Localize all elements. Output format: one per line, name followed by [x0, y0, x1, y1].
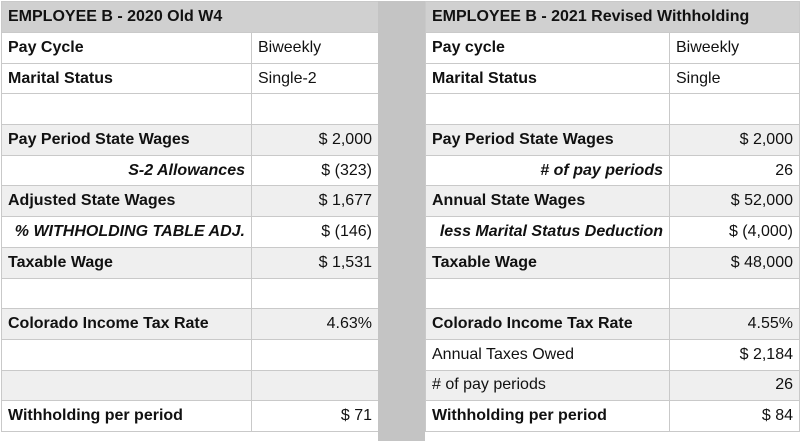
row-label: [426, 278, 670, 309]
table-row: [426, 370, 800, 401]
row-value: 4.55%: [670, 309, 800, 340]
row-value: $ 2,000: [252, 125, 379, 156]
row-value: 4.63%: [252, 309, 379, 340]
table-row: [426, 155, 800, 186]
table-row: [2, 94, 379, 125]
row-label: [426, 94, 670, 125]
row-label: Marital Status: [2, 63, 252, 94]
table-row: [2, 339, 379, 370]
row-value: Biweekly: [670, 33, 800, 64]
table-row: [426, 339, 800, 370]
row-label: [2, 370, 252, 401]
row-label: Withholding per period: [2, 401, 252, 432]
row-label: Taxable Wage: [2, 247, 252, 278]
table-header-row: [2, 2, 379, 33]
table-row: [426, 125, 800, 156]
row-value: $ (146): [252, 217, 379, 248]
table-row: [426, 247, 800, 278]
row-value: [670, 278, 800, 309]
row-label: Marital Status: [426, 63, 670, 94]
table-row: [2, 247, 379, 278]
table-row: [2, 370, 379, 401]
row-value: $ 2,000: [670, 125, 800, 156]
row-value: 26: [670, 155, 800, 186]
row-label: Withholding per period: [426, 401, 670, 432]
table-row: [2, 217, 379, 248]
row-label: Colorado Income Tax Rate: [2, 309, 252, 340]
row-value: $ (323): [252, 155, 379, 186]
table-row: [426, 309, 800, 340]
table-title: EMPLOYEE B - 2021 Revised Withholding: [426, 2, 800, 33]
table-row: [426, 33, 800, 64]
row-value: 26: [670, 370, 800, 401]
row-value: $ 2,184: [670, 339, 800, 370]
row-label: # of pay periods: [426, 370, 670, 401]
row-label: S-2 Allowances: [2, 155, 252, 186]
table-row: [426, 186, 800, 217]
table-row: [2, 186, 379, 217]
row-label: Pay Period State Wages: [426, 125, 670, 156]
table-row: [2, 33, 379, 64]
row-label: Pay cycle: [426, 33, 670, 64]
revised-withholding-table: [425, 1, 800, 432]
old-w4-table: [1, 1, 379, 432]
row-label: less Marital Status Deduction: [426, 217, 670, 248]
column-gap: [378, 1, 425, 441]
row-label: % WITHHOLDING TABLE ADJ.: [2, 217, 252, 248]
row-label: Colorado Income Tax Rate: [426, 309, 670, 340]
table-row: [2, 125, 379, 156]
row-label: Pay Period State Wages: [2, 125, 252, 156]
row-label: Pay Cycle: [2, 33, 252, 64]
table-title: EMPLOYEE B - 2020 Old W4: [2, 2, 379, 33]
row-value: [670, 94, 800, 125]
table-row: [426, 217, 800, 248]
row-label: Annual Taxes Owed: [426, 339, 670, 370]
row-label: # of pay periods: [426, 155, 670, 186]
row-label: [2, 278, 252, 309]
row-value: Biweekly: [252, 33, 379, 64]
row-label: Adjusted State Wages: [2, 186, 252, 217]
row-value: $ 84: [670, 401, 800, 432]
table-row: [2, 155, 379, 186]
row-value: $ 52,000: [670, 186, 800, 217]
row-label: Taxable Wage: [426, 247, 670, 278]
row-value: Single-2: [252, 63, 379, 94]
table-row: [426, 94, 800, 125]
table-row: [2, 278, 379, 309]
row-value: $ 1,677: [252, 186, 379, 217]
row-value: $ 1,531: [252, 247, 379, 278]
table-row: [2, 309, 379, 340]
row-value: [252, 94, 379, 125]
table-row: [426, 401, 800, 432]
row-value: [252, 370, 379, 401]
table-header-row: [426, 2, 800, 33]
table-row: [2, 63, 379, 94]
table-row: [426, 63, 800, 94]
table-row: [426, 278, 800, 309]
row-value: [252, 339, 379, 370]
row-value: $ (4,000): [670, 217, 800, 248]
row-value: Single: [670, 63, 800, 94]
row-value: [252, 278, 379, 309]
row-label: [2, 94, 252, 125]
table-row: [2, 401, 379, 432]
row-value: $ 48,000: [670, 247, 800, 278]
row-label: Annual State Wages: [426, 186, 670, 217]
row-label: [2, 339, 252, 370]
row-value: $ 71: [252, 401, 379, 432]
